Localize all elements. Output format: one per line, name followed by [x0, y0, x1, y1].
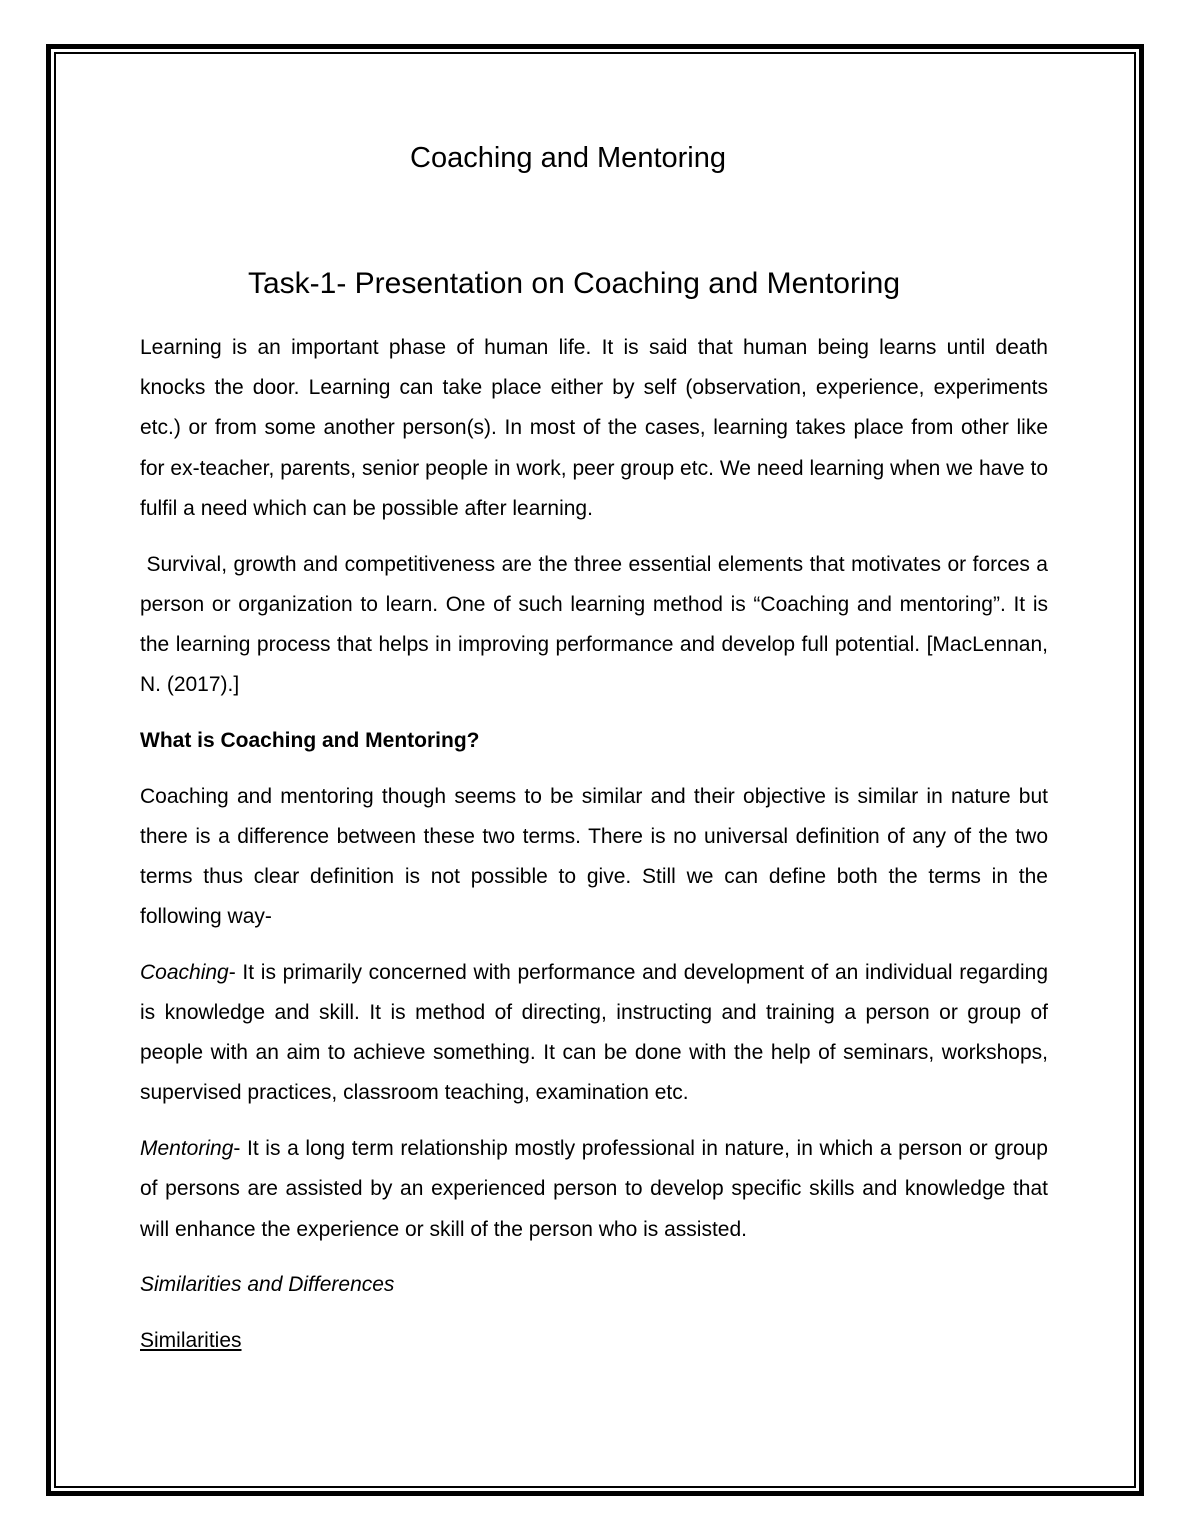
paragraph-survival: Survival, growth and competitiveness are the three essential elements that motivates or forces a person or organization to learn. One of such learning method is “Coaching and mentoring”. It is the learning process that helps in improving performance and develop full potential. [MacLennan, N. (2017).]: [140, 552, 1054, 697]
paragraph-coaching: [140, 953, 1048, 1114]
task-title: Task-1- Presentation on Coaching and Mentoring: [247, 267, 901, 300]
term-mentoring: Mentoring: [140, 1137, 234, 1161]
heading-what-is: What is Coaching and Mentoring?: [140, 728, 480, 752]
term-coaching: Coaching: [140, 960, 229, 984]
document-title: Coaching and Mentoring: [410, 142, 726, 174]
paragraph-mentoring: [140, 1129, 1048, 1250]
heading-similarities: Similarities: [140, 1328, 242, 1352]
paragraph-definitions: Coaching and mentoring though seems to be similar and their objective is similar in nature but there is a difference between these two terms. There is no universal definition of any of the two terms thus clear definition is not possible to give. Still we can define both the terms in the following way-: [140, 784, 1048, 929]
mentoring-definition: - It is a long term relationship mostly professional in nature, in which a person or group of persons are assisted by an experienced person to develop specific skills and knowledge that will enhance the experience or skill of the person who is assisted.: [140, 1137, 1048, 1241]
document-body: [140, 328, 1054, 1377]
paragraph-learning: Learning is an important phase of human life. It is said that human being learns until death knocks the door. Learning can take place either by self (observation, experience, experiments etc.) or from some another person(s). In most of the cases, learning takes place from other like for ex-teacher, parents, senior people in work, peer group etc. We need learning when we have to fulfil a need which can be possible after learning.: [140, 336, 1048, 520]
heading-similarities-wrapper: [140, 1321, 1048, 1361]
coaching-definition: - It is primarily concerned with performance and development of an individual regarding is knowledge and skill. It is method of directing, instructing and training a person or group of people with an aim to achieve something. It can be done with the help of seminars, workshops, supervised practices, classroom teaching, examination etc.: [140, 960, 1048, 1105]
heading-similarities-differences: Similarities and Differences: [140, 1273, 395, 1297]
